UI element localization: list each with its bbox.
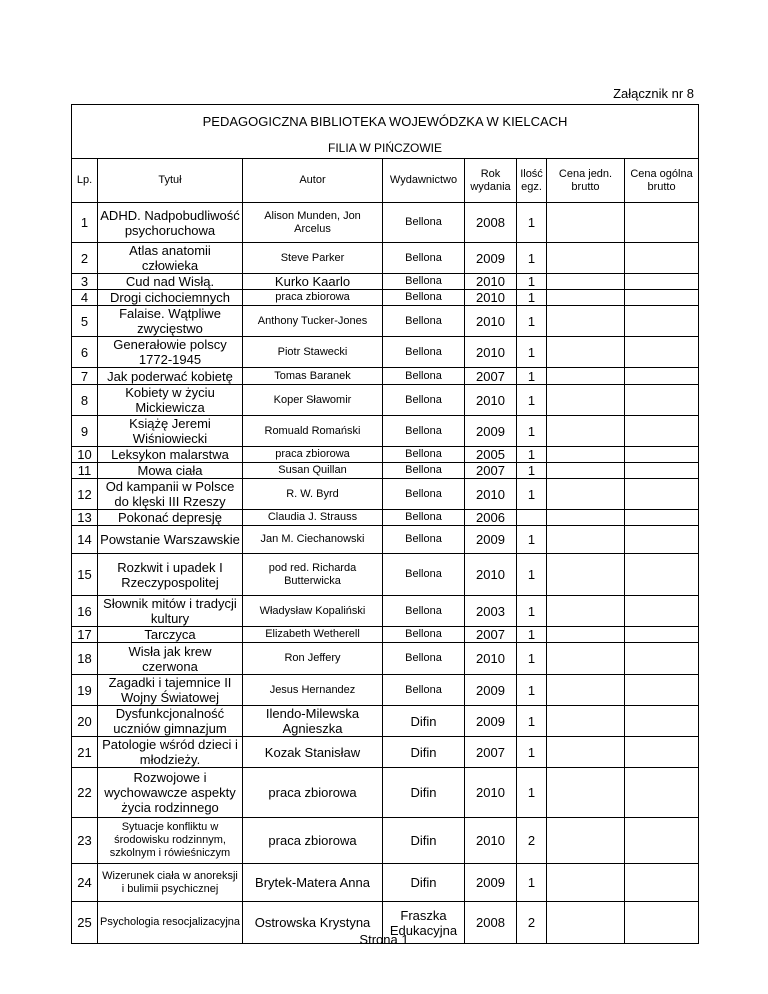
row-lp: 20 [72,706,98,737]
row-publisher: Bellona [383,243,465,274]
row-year: 2008 [465,203,517,243]
row-title: Zagadki i tajemnice II Wojny Światowej [98,675,243,706]
row-quantity: 1 [517,243,547,274]
row-title: Psychologia resocjalizacyjna [98,902,243,944]
row-lp: 1 [72,203,98,243]
row-unit-price [547,768,625,818]
row-year: 2010 [465,818,517,864]
row-title: Rozkwit i upadek I Rzeczypospolitej [98,554,243,596]
row-author: Koper Sławomir [243,385,383,416]
row-lp: 12 [72,479,98,510]
row-total-price [625,864,699,902]
row-lp: 6 [72,337,98,368]
row-author: Kozak Stanisław [243,737,383,768]
row-publisher: Bellona [383,479,465,510]
row-quantity [517,510,547,526]
row-title: Słownik mitów i tradycji kultury [98,596,243,627]
row-publisher: Bellona [383,627,465,643]
row-quantity: 1 [517,526,547,554]
row-author: praca zbiorowa [243,818,383,864]
row-author: Ilendo-Milewska Agnieszka [243,706,383,737]
row-publisher: Bellona [383,416,465,447]
row-year: 2010 [465,643,517,675]
row-quantity: 1 [517,737,547,768]
row-title: ADHD. Nadpobudliwość psychoruchowa [98,203,243,243]
row-year: 2007 [465,368,517,385]
row-lp: 2 [72,243,98,274]
row-unit-price [547,675,625,706]
table-row [72,290,699,306]
row-author: praca zbiorowa [243,447,383,463]
row-quantity: 1 [517,554,547,596]
row-total-price [625,479,699,510]
row-lp: 22 [72,768,98,818]
row-author: Alison Munden, Jon Arcelus [243,203,383,243]
row-unit-price [547,526,625,554]
row-unit-price [547,416,625,447]
row-quantity: 1 [517,290,547,306]
row-quantity: 1 [517,337,547,368]
table-row [72,385,699,416]
table-row [72,706,699,737]
row-year: 2010 [465,290,517,306]
row-lp: 11 [72,463,98,479]
row-unit-price [547,306,625,337]
row-unit-price [547,243,625,274]
row-total-price [625,768,699,818]
row-quantity: 1 [517,306,547,337]
row-year: 2007 [465,463,517,479]
row-publisher: Bellona [383,368,465,385]
table-row [72,510,699,526]
row-publisher: Bellona [383,510,465,526]
row-total-price [625,368,699,385]
row-total-price [625,337,699,368]
row-year: 2009 [465,864,517,902]
row-author: Claudia J. Strauss [243,510,383,526]
row-lp: 17 [72,627,98,643]
row-author: praca zbiorowa [243,290,383,306]
library-title: PEDAGOGICZNA BIBLIOTEKA WOJEWÓDZKA W KIELCACH [72,105,699,139]
row-title: Falaise. Wątpliwe zwycięstwo [98,306,243,337]
row-publisher: Bellona [383,447,465,463]
book-table [71,104,699,944]
row-publisher: Difin [383,706,465,737]
row-total-price [625,385,699,416]
row-unit-price [547,706,625,737]
row-total-price [625,306,699,337]
table-row [72,627,699,643]
row-year: 2007 [465,627,517,643]
row-unit-price [547,368,625,385]
page-number: Strona 1 [359,932,409,947]
annex-label: Załącznik nr 8 [613,86,694,101]
row-unit-price [547,290,625,306]
row-quantity: 1 [517,768,547,818]
row-quantity: 1 [517,416,547,447]
row-total-price [625,627,699,643]
row-quantity: 1 [517,479,547,510]
row-publisher: Bellona [383,463,465,479]
row-total-price [625,463,699,479]
row-title: Pokonać depresję [98,510,243,526]
row-quantity: 1 [517,864,547,902]
row-total-price [625,526,699,554]
row-publisher: Bellona [383,554,465,596]
row-quantity: 1 [517,463,547,479]
row-unit-price [547,643,625,675]
row-year: 2009 [465,526,517,554]
table-row [72,526,699,554]
row-year: 2009 [465,243,517,274]
row-total-price [625,596,699,627]
row-unit-price [547,385,625,416]
row-year: 2010 [465,274,517,290]
row-year: 2006 [465,510,517,526]
row-lp: 5 [72,306,98,337]
row-title: Dysfunkcjonalność uczniów gimnazjum [98,706,243,737]
row-title: Patologie wśród dzieci i młodzieży. [98,737,243,768]
row-title: Cud nad Wisłą. [98,274,243,290]
row-publisher: Difin [383,864,465,902]
row-lp: 19 [72,675,98,706]
row-title: Jak poderwać kobietę [98,368,243,385]
row-author: Romuald Romański [243,416,383,447]
header-row [72,159,699,203]
header-tytul: Tytuł [98,159,243,203]
row-title: Drogi cichociemnych [98,290,243,306]
row-unit-price [547,627,625,643]
row-lp: 13 [72,510,98,526]
header-rok: Rok wydania [465,159,517,203]
table-row [72,818,699,864]
row-title: Wisła jak krew czerwona [98,643,243,675]
row-publisher: Difin [383,737,465,768]
row-year: 2010 [465,768,517,818]
row-total-price [625,675,699,706]
row-lp: 8 [72,385,98,416]
row-author: Piotr Stawecki [243,337,383,368]
row-author: Kurko Kaarlo [243,274,383,290]
row-unit-price [547,463,625,479]
row-publisher: Difin [383,818,465,864]
header-cena-ogolna: Cena ogólna brutto [625,159,699,203]
row-publisher: Bellona [383,274,465,290]
table-row [72,675,699,706]
row-title: Kobiety w życiu Mickiewicza [98,385,243,416]
row-title: Od kampanii w Polsce do klęski III Rzeszy [98,479,243,510]
row-year: 2010 [465,385,517,416]
row-year: 2009 [465,416,517,447]
row-title: Leksykon malarstwa [98,447,243,463]
row-lp: 14 [72,526,98,554]
row-title: Generałowie polscy 1772-1945 [98,337,243,368]
row-author: Susan Quillan [243,463,383,479]
row-author: Brytek-Matera Anna [243,864,383,902]
row-lp: 9 [72,416,98,447]
row-total-price [625,554,699,596]
table-row [72,274,699,290]
row-author: Ron Jeffery [243,643,383,675]
row-lp: 3 [72,274,98,290]
row-quantity: 1 [517,385,547,416]
row-title: Powstanie Warszawskie [98,526,243,554]
row-author: Anthony Tucker-Jones [243,306,383,337]
row-total-price [625,290,699,306]
row-unit-price [547,510,625,526]
table-row [72,368,699,385]
row-quantity: 2 [517,818,547,864]
table-row [72,554,699,596]
branch-subtitle: FILIA W PIŃCZOWIE [72,139,699,159]
row-year: 2003 [465,596,517,627]
row-lp: 18 [72,643,98,675]
row-total-price [625,643,699,675]
table-row [72,463,699,479]
row-total-price [625,243,699,274]
table-row [72,864,699,902]
table-row [72,416,699,447]
row-unit-price [547,554,625,596]
row-author: Władysław Kopaliński [243,596,383,627]
table-row [72,768,699,818]
row-year: 2009 [465,675,517,706]
table-row [72,306,699,337]
row-publisher: Fraszka Edukacyjna [383,902,465,944]
row-publisher: Bellona [383,337,465,368]
row-quantity: 1 [517,447,547,463]
row-title: Wizerunek ciała w anoreksji i bulimii psychicznej [98,864,243,902]
row-total-price [625,447,699,463]
row-unit-price [547,479,625,510]
row-unit-price [547,447,625,463]
row-total-price [625,203,699,243]
header-ilosc: Ilość egz. [517,159,547,203]
row-total-price [625,416,699,447]
row-author: Elizabeth Wetherell [243,627,383,643]
row-publisher: Bellona [383,526,465,554]
row-year: 2009 [465,706,517,737]
row-author: Steve Parker [243,243,383,274]
table-row [72,243,699,274]
row-publisher: Bellona [383,290,465,306]
row-unit-price [547,337,625,368]
row-unit-price [547,864,625,902]
row-total-price [625,737,699,768]
row-quantity: 1 [517,203,547,243]
header-cena-jedn: Cena jedn. brutto [547,159,625,203]
row-year: 2007 [465,737,517,768]
row-author: praca zbiorowa [243,768,383,818]
row-lp: 15 [72,554,98,596]
row-lp: 24 [72,864,98,902]
row-author: Jesus Hernandez [243,675,383,706]
table-row [72,479,699,510]
row-author: Tomas Baranek [243,368,383,385]
row-title: Tarczyca [98,627,243,643]
row-publisher: Bellona [383,203,465,243]
row-year: 2005 [465,447,517,463]
row-publisher: Bellona [383,675,465,706]
row-publisher: Bellona [383,596,465,627]
row-unit-price [547,274,625,290]
table-row [72,596,699,627]
row-quantity: 1 [517,274,547,290]
table-row [72,203,699,243]
row-total-price [625,510,699,526]
row-lp: 7 [72,368,98,385]
row-lp: 4 [72,290,98,306]
row-quantity: 1 [517,627,547,643]
row-publisher: Bellona [383,643,465,675]
table-row [72,337,699,368]
row-year: 2010 [465,337,517,368]
table-row [72,643,699,675]
row-quantity: 2 [517,902,547,944]
row-title: Książę Jeremi Wiśniowiecki [98,416,243,447]
row-lp: 25 [72,902,98,944]
row-year: 2010 [465,306,517,337]
row-year: 2010 [465,554,517,596]
row-total-price [625,818,699,864]
row-unit-price [547,203,625,243]
row-title: Rozwojowe i wychowawcze aspekty życia rodzinnego [98,768,243,818]
row-quantity: 1 [517,643,547,675]
header-autor: Autor [243,159,383,203]
row-lp: 21 [72,737,98,768]
row-title: Mowa ciała [98,463,243,479]
row-unit-price [547,596,625,627]
row-quantity: 1 [517,706,547,737]
row-author: pod red. Richarda Butterwicka [243,554,383,596]
row-author: Jan M. Ciechanowski [243,526,383,554]
row-title: Sytuacje konfliktu w środowisku rodzinnym, szkolnym i rówieśniczym [98,818,243,864]
row-total-price [625,274,699,290]
row-unit-price [547,818,625,864]
row-year: 2010 [465,479,517,510]
row-author: R. W. Byrd [243,479,383,510]
row-title: Atlas anatomii człowieka [98,243,243,274]
table-row [72,737,699,768]
table-row [72,447,699,463]
row-quantity: 1 [517,368,547,385]
row-total-price [625,706,699,737]
row-unit-price [547,737,625,768]
row-lp: 16 [72,596,98,627]
row-publisher: Bellona [383,306,465,337]
row-quantity: 1 [517,596,547,627]
row-lp: 10 [72,447,98,463]
row-publisher: Bellona [383,385,465,416]
row-lp: 23 [72,818,98,864]
header-wydawnictwo: Wydawnictwo [383,159,465,203]
row-year: 2008 [465,902,517,944]
header-lp: Lp. [72,159,98,203]
row-author: Ostrowska Krystyna [243,902,383,944]
row-publisher: Difin [383,768,465,818]
row-quantity: 1 [517,675,547,706]
